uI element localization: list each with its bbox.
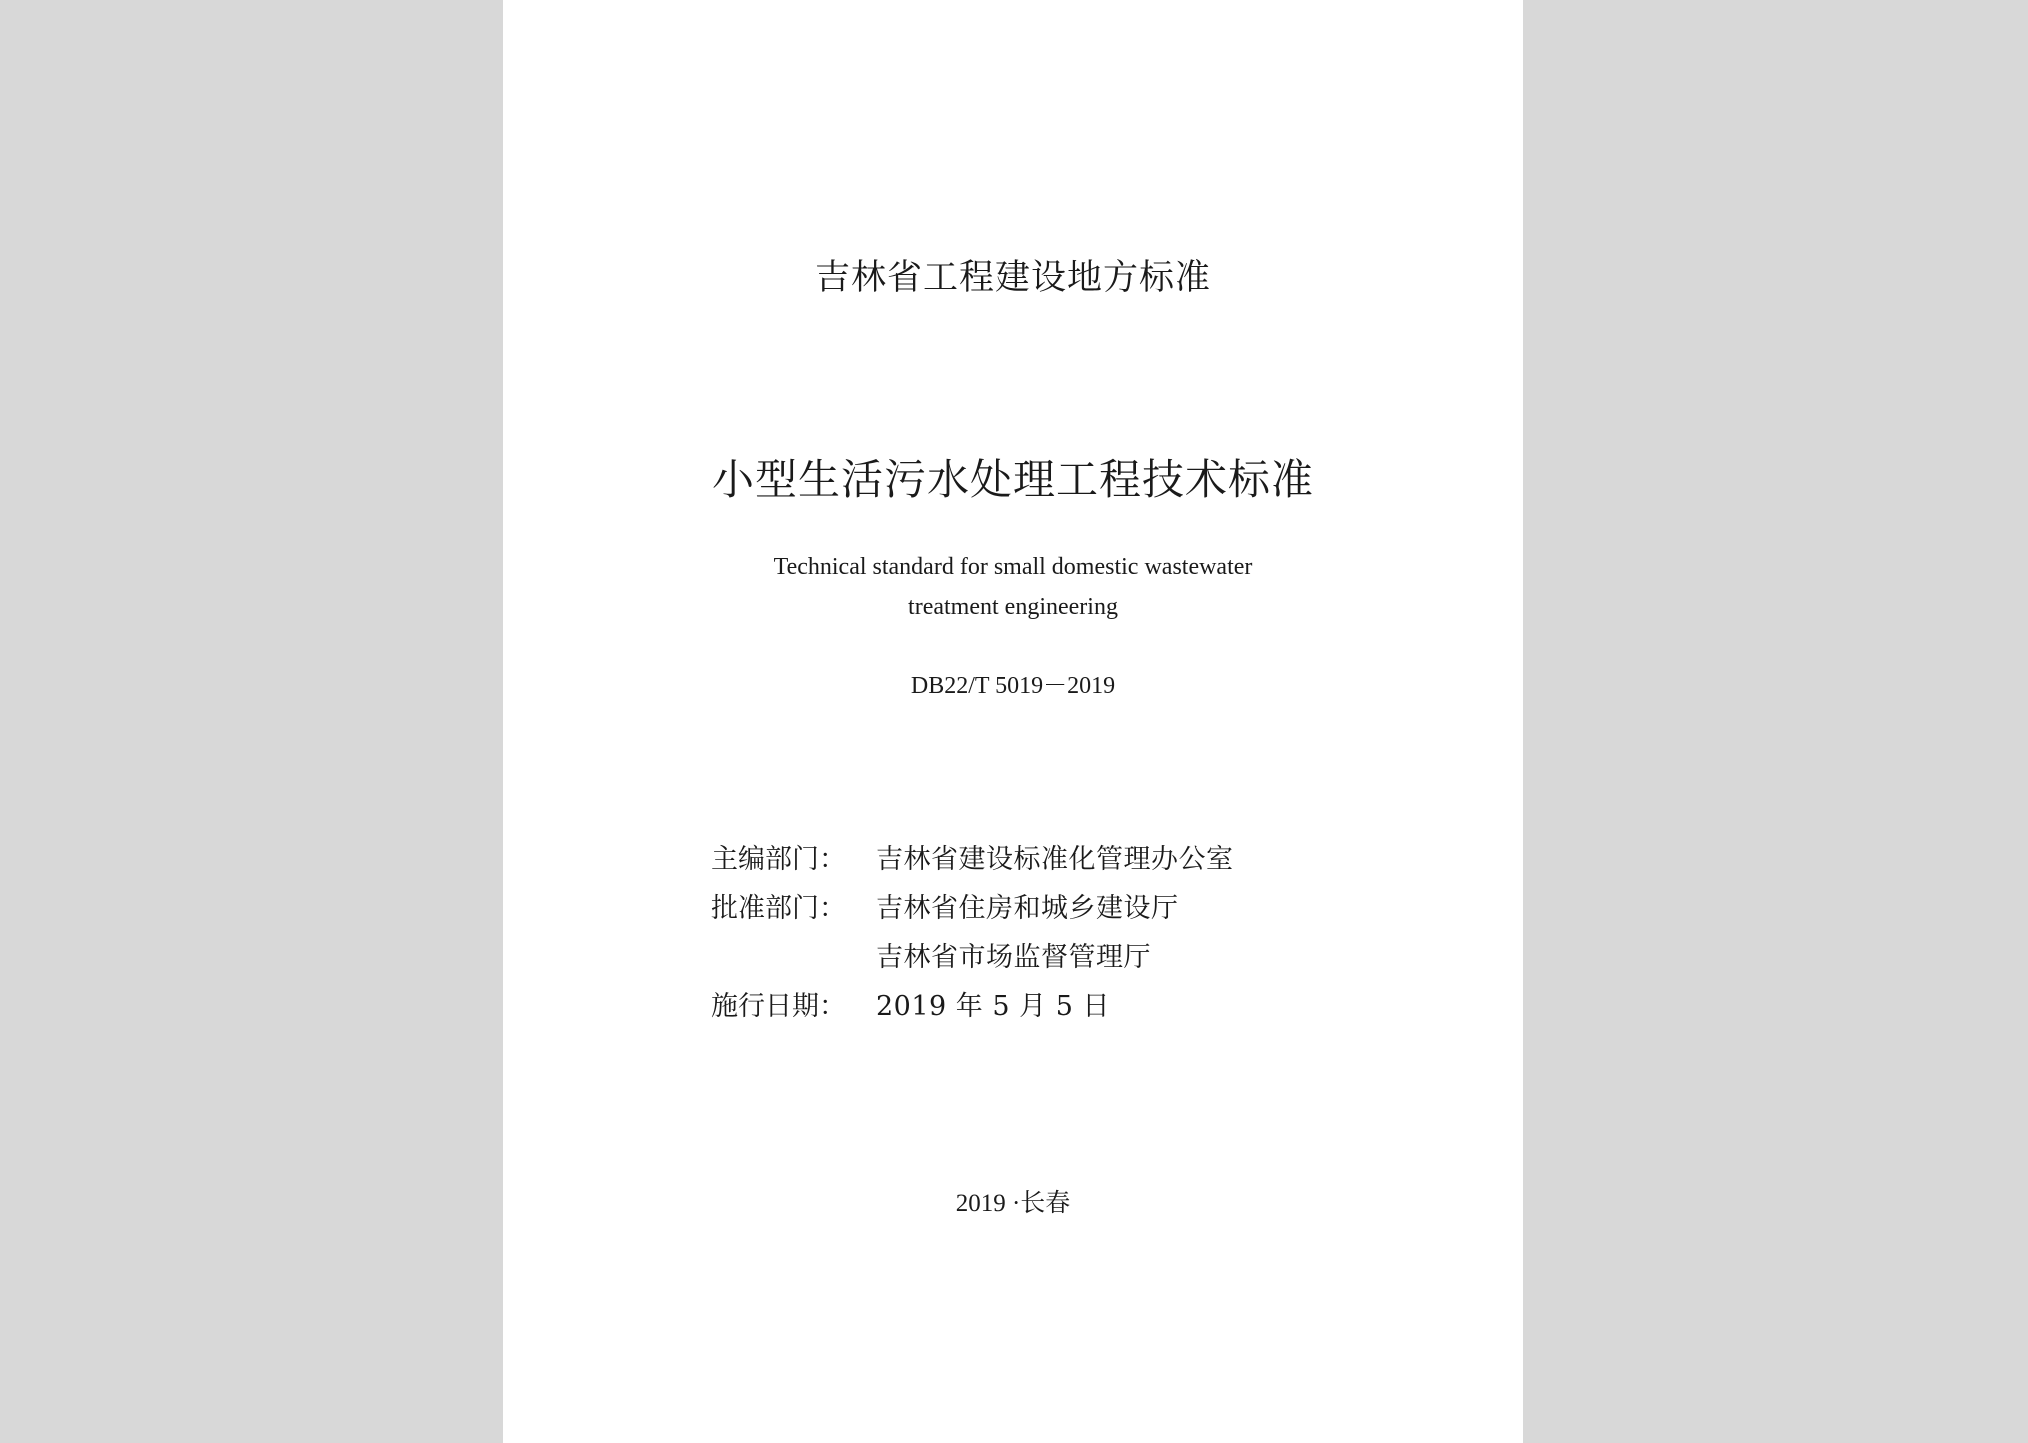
approver-value-2: 吉林省市场监督管理厅 — [876, 942, 1151, 973]
editor-row — [711, 835, 1234, 884]
effective-date-label: 施行日期： — [711, 991, 846, 1022]
standard-code: DB22/T 5019－2019 — [910, 673, 1116, 699]
approver-label: 批准部门： — [711, 893, 846, 924]
effective-date-row — [711, 982, 1234, 1031]
approver-value-1: 吉林省住房和城乡建设厅 — [876, 893, 1179, 924]
effective-date-value: 2019 年 5 月 5 日 — [876, 991, 1110, 1022]
series-title: 吉林省工程建设地方标准 — [814, 258, 1211, 298]
english-title-line-2: treatment engineering — [908, 594, 1118, 620]
approver-row-2 — [711, 933, 1234, 982]
document-title: 小型生活污水处理工程技术标准 — [711, 455, 1314, 504]
english-title-line-1: Technical standard for small domestic wastewater — [773, 554, 1253, 580]
editor-value: 吉林省建设标准化管理办公室 — [876, 844, 1234, 875]
publication-info — [711, 835, 1234, 1031]
imprint: 2019 ·长春 — [955, 1190, 1071, 1217]
approver-row — [711, 884, 1234, 933]
approver-label-spacer — [711, 933, 876, 982]
document-page — [503, 0, 1523, 1443]
english-title — [503, 547, 1523, 627]
editor-label: 主编部门： — [711, 844, 846, 875]
